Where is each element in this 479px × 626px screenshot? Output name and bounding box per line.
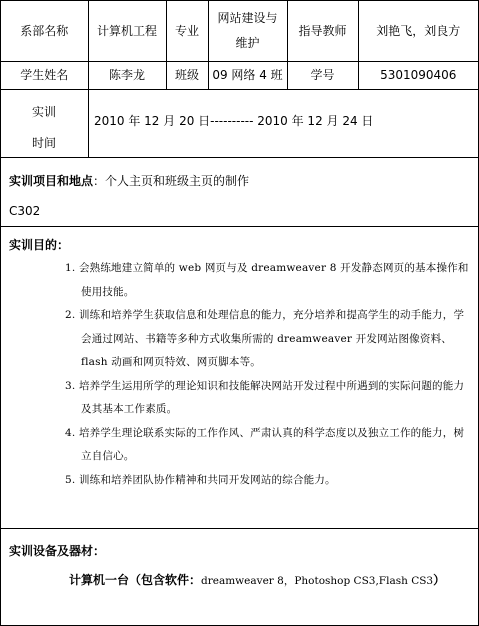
goal-item-4: 4. 培养学生理论联系实际的工作作风、严肃认真的科学态度以及独立工作的能力，树立自信心。 <box>65 426 465 462</box>
equipment-software: dreamweaver 8，Photoshop CS3,Flash CS3 <box>201 575 434 587</box>
project-separator: ： <box>93 174 106 188</box>
class-label: 班级 <box>166 62 208 90</box>
equipment-content <box>69 571 445 588</box>
major-value-line1: 网站建设与 <box>217 11 278 25</box>
student-value: 陈李龙 <box>88 62 166 90</box>
teacher-label: 指导教师 <box>287 1 358 62</box>
goal-item-5: 5. 训练和培养团队协作精神和共同开发网站的综合能力。 <box>65 473 336 486</box>
dept-label: 系部名称 <box>1 1 88 62</box>
student-info-table <box>1 1 478 90</box>
equipment-section <box>1 529 478 626</box>
equipment-suffix: ） <box>433 573 446 587</box>
project-location: C302 <box>9 204 41 218</box>
project-section <box>1 158 478 227</box>
info-row-1 <box>1 1 478 62</box>
equipment-title: 实训设备及器材： <box>9 544 106 558</box>
project-line <box>9 172 249 189</box>
goals-section <box>1 227 478 529</box>
student-label: 学生姓名 <box>1 62 88 90</box>
major-value-line2: 维护 <box>235 36 260 50</box>
major-value <box>208 1 287 62</box>
period-label <box>1 90 89 158</box>
dept-value: 计算机工程 <box>88 1 166 62</box>
goals-list <box>65 257 470 492</box>
project-label: 实训项目和地点 <box>9 174 94 188</box>
goal-item-1: 1. 会熟练地建立简单的 web 网页与及 dreamweaver 8 开发静态网页的基本操作和使用技能。 <box>65 262 469 298</box>
period-label-line1: 实训 <box>32 105 57 119</box>
id-label: 学号 <box>287 62 358 90</box>
period-value: 2010 年 12 月 20 日---------- 2010 年 12 月 24 日 <box>94 114 374 128</box>
period-label-line2: 时间 <box>32 136 57 150</box>
equipment-prefix: 计算机一台（包含软件： <box>69 573 202 587</box>
goal-item-3: 3. 培养学生运用所学的理论知识和技能解决网站开发过程中所遇到的实际问题的能力及其基本工作素质。 <box>65 379 465 415</box>
goal-item-2: 2. 训练和培养学生获取信息和处理信息的能力，充分培养和提高学生的动手能力，学会通过网站、书籍等多种方式收集所需的 dreamweaver 开发网站图像资料、flash 动画和网页特效、网页脚本等。 <box>65 309 465 368</box>
goals-title: 实训目的： <box>9 238 70 252</box>
info-row-2 <box>1 62 478 90</box>
class-value: 09 网络 4 班 <box>208 62 287 90</box>
training-period-section <box>1 90 478 158</box>
id-value: 5301090406 <box>358 62 478 90</box>
project-value: 个人主页和班级主页的制作 <box>105 174 250 188</box>
teacher-value: 刘艳飞，刘良方 <box>358 1 478 62</box>
major-label: 专业 <box>166 1 208 62</box>
